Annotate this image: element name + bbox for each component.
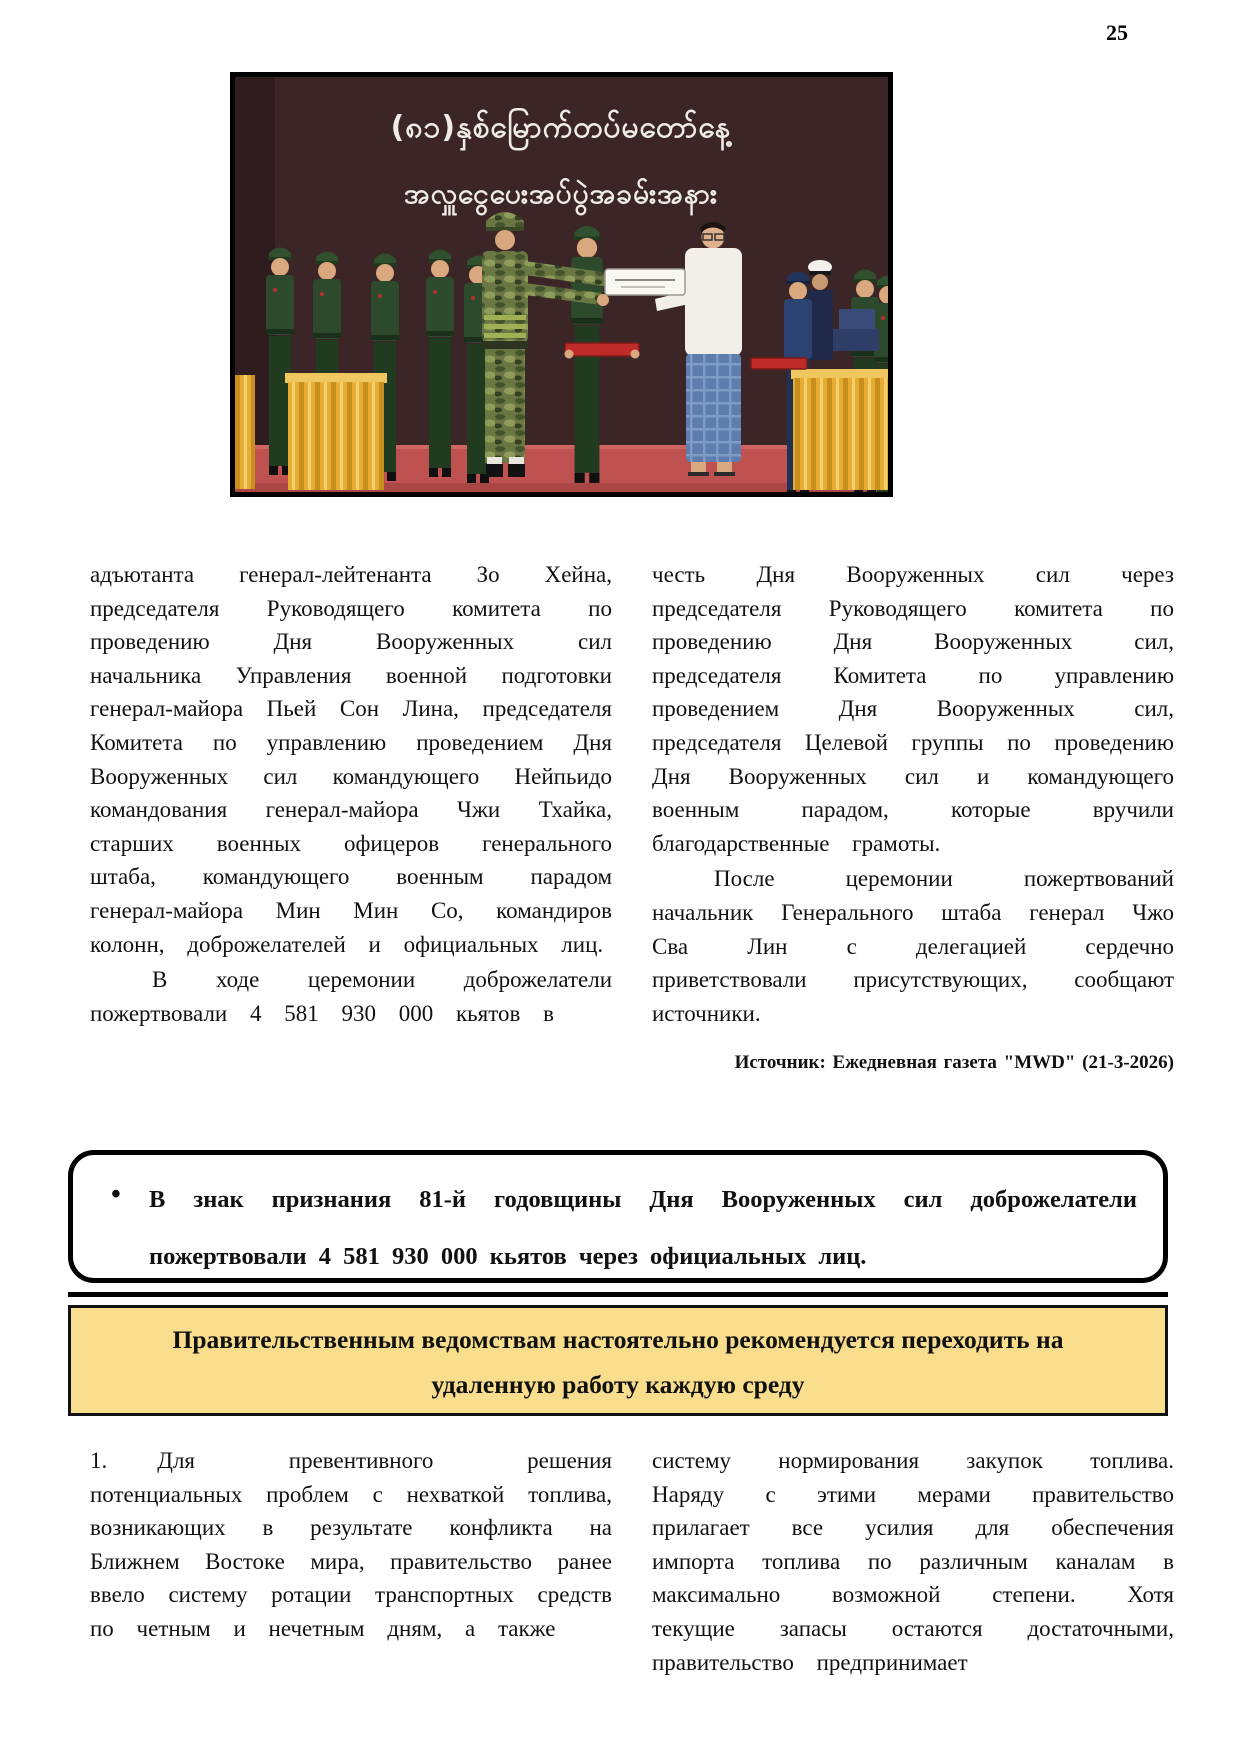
page-number: 25 bbox=[1106, 20, 1128, 45]
article-right-column bbox=[652, 558, 1174, 1080]
fuel-left-column bbox=[90, 1444, 612, 1679]
backdrop-caption-line1: (၈၁)နှစ်မြောက်တပ်မတော်နေ့ bbox=[390, 110, 732, 145]
paragraph-number: 1. bbox=[90, 1448, 108, 1473]
article-left-column bbox=[90, 558, 612, 1080]
summary-highlight-box bbox=[68, 1150, 1168, 1283]
bullet-marker: • bbox=[111, 1179, 121, 1210]
donation-cash-box bbox=[605, 269, 685, 295]
donation-article bbox=[90, 558, 1174, 1080]
article-paragraph: После церемонии пожертвований начальник Генерального штаба генерал Чжо Сва Лин с делегацией сердечно приветствовали присутствующих, сообщают источники. bbox=[652, 866, 1174, 1026]
paragraph-text: Для превентивного решения потенциальных проблем с нехваткой топлива, возникающих в результате конфликта на Ближнем Востоке мира, правительство ранее ввело систему ротации транспортных средств по четным и нечетным дням, а также bbox=[90, 1448, 612, 1641]
article-paragraph: честь Дня Вооруженных сил через председателя Руководящего комитета по проведению Дня Вооруженных сил, председателя Комитета по управлению проведением Дня Вооруженных сил, председателя Целевой группы по проведению Дня Вооруженных сил и командующего военным парадом, которые вручили благодарственные грамоты. bbox=[652, 562, 1174, 856]
article-paragraph: систему нормирования закупок топлива. Наряду с этими мерами правительство прилагает все усилия для обеспечения импорта топлива по различным каналам в максимально возможной степени. Хотя текущие запасы остаются достаточными, правительство предпринимает bbox=[652, 1448, 1174, 1675]
article-paragraph: В ходе церемонии доброжелатели пожертвовали 4 581 930 000 кьятов в bbox=[90, 967, 612, 1026]
article-paragraph: адъютанта генерал-лейтенанта Зо Хейна, председателя Руководящего комитета по проведению Дня Вооруженных сил начальника Управления военной подготовки генерал-майора Пьей Сон Лина, председателя Комитета по управлению проведением Дня Вооруженных сил командующего Нейпьидо командования генерал-майора Чжи Тхайка, старших военных офицеров генерального штаба, командующего военным парадом генерал-майора Мин Мин Со, командиров колонн, доброжелателей и официальных лиц. bbox=[90, 562, 612, 957]
fuel-article bbox=[90, 1444, 1174, 1679]
ceremony-photo-frame bbox=[230, 72, 893, 497]
headline-banner: Правительственным ведомствам настоятельно рекомендуется переходить на удаленную работу каждую среду bbox=[68, 1305, 1168, 1416]
backdrop-caption-line2: အလှူငွေပေးအပ်ပွဲအခမ်းအနား bbox=[404, 177, 718, 210]
summary-text: В знак признания 81-й годовщины Дня Вооруженных сил доброжелатели пожертвовали 4 581 930 000 кьятов через официальных лиц. bbox=[149, 1186, 1137, 1270]
fuel-right-column bbox=[652, 1444, 1174, 1679]
article-paragraph bbox=[90, 1444, 612, 1646]
ceremony-photo bbox=[235, 77, 888, 492]
horizontal-rule bbox=[68, 1292, 1168, 1297]
source-attribution: Источник: Ежедневная газета "MWD" (21-3-2026) bbox=[734, 1052, 1174, 1074]
donation-boxes bbox=[833, 329, 879, 351]
red-tray-right bbox=[751, 358, 807, 369]
